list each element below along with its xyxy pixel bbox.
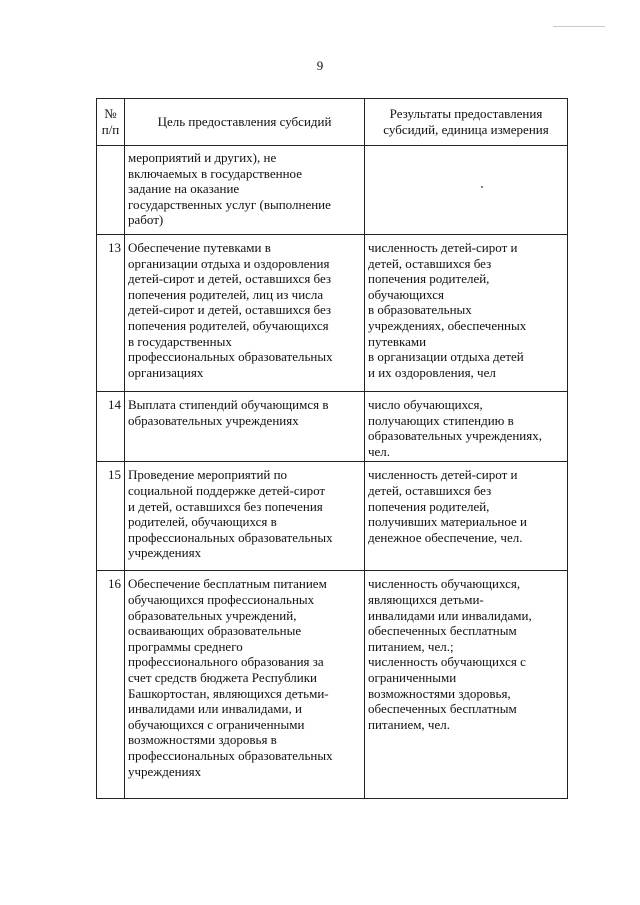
goal-text-line: учреждениях <box>128 545 202 561</box>
goal-text-line: осваивающих образовательные <box>128 623 302 639</box>
goal-text-line: государственных услуг (выполнение <box>128 196 331 212</box>
row-number <box>97 146 125 235</box>
result-text-line: образовательных учреждениях, <box>368 428 542 444</box>
row-number: 13 <box>97 235 125 392</box>
goal-text-line: инвалидами или инвалидами, и <box>128 701 302 717</box>
goal-text-line: организациях <box>128 364 204 380</box>
result-text-line: в организации отдыха детей <box>368 349 524 365</box>
result-text-line: обучающихся <box>368 286 444 302</box>
scan-mark <box>553 26 605 27</box>
table-row <box>97 462 568 571</box>
goal-text-line: Проведение мероприятий по <box>128 467 288 483</box>
header-result-line: Результаты предоставления <box>389 106 543 122</box>
result-text-line: детей, оставшихся без <box>368 482 492 498</box>
goal-text-line: в государственных <box>128 333 232 349</box>
goal-cell <box>125 235 365 392</box>
result-text-line: возможностями здоровья, <box>368 685 511 701</box>
goal-text-line: Выплата стипендий обучающимся в <box>128 397 329 412</box>
result-text-line: инвалидами или инвалидами, <box>368 607 532 623</box>
goal-text-line: попечения родителей, лиц из числа <box>128 286 324 302</box>
goal-text-line: профессиональных образовательных <box>128 747 333 763</box>
result-text-line: являющихся детьми- <box>368 591 484 607</box>
table-row <box>97 392 568 462</box>
header-num-line: № <box>104 106 117 122</box>
header-num <box>97 99 125 146</box>
result-cell <box>365 462 568 571</box>
result-text-line: численность обучающихся, <box>368 576 521 592</box>
result-text-line: попечения родителей, <box>368 271 490 287</box>
table-row <box>97 571 568 799</box>
result-text-line: обеспеченных бесплатным <box>368 623 517 639</box>
goal-text-line: Обеспечение путевками в <box>128 240 271 255</box>
table-row <box>97 235 568 392</box>
goal-text-line: детей-сирот и детей, оставшихся без <box>128 271 332 287</box>
row-number: 14 <box>97 392 125 462</box>
result-cell <box>365 235 568 392</box>
result-text-line: обеспеченных бесплатным <box>368 701 517 717</box>
result-text-line: чел. <box>368 443 391 459</box>
table-row <box>97 146 568 235</box>
goal-cell <box>125 392 365 462</box>
result-text-line: число обучающихся, <box>368 397 483 412</box>
result-text-line: детей, оставшихся без <box>368 255 492 271</box>
goal-text-line: организации отдыха и оздоровления <box>128 255 330 271</box>
header-result <box>365 99 568 146</box>
page-number: 9 <box>316 58 324 73</box>
goal-text-line: попечения родителей, обучающихся <box>128 317 329 333</box>
goal-cell <box>125 571 365 799</box>
result-text-line: учреждениях, обеспеченных <box>368 317 527 333</box>
result-text-line: в образовательных <box>368 302 472 318</box>
goal-text-line: обучающихся профессиональных <box>128 591 315 607</box>
header-result-line: субсидий, единица измерения <box>383 122 549 137</box>
result-text-line: попечения родителей, <box>368 498 490 514</box>
goal-cell <box>125 146 365 235</box>
result-text-line: ограниченными <box>368 669 457 685</box>
goal-text-line: образовательных учреждениях <box>128 412 299 428</box>
subsidy-table <box>96 98 568 799</box>
table-header-row <box>97 99 568 146</box>
goal-text-line: детей-сирот и детей, оставшихся без <box>128 302 332 318</box>
header-goal <box>125 99 365 146</box>
goal-text-line: обучающихся с ограниченными <box>128 716 305 732</box>
goal-cell <box>125 462 365 571</box>
result-text-line: получивших материальное и <box>368 514 527 530</box>
header-num-line: п/п <box>101 122 120 137</box>
goal-text-line: профессионального образования за <box>128 654 324 670</box>
goal-text-line: мероприятий и других), не <box>128 150 277 165</box>
row-number: 15 <box>97 462 125 571</box>
goal-text-line: возможностями здоровья в <box>128 732 277 748</box>
goal-text-line: включаемых в государственное <box>128 165 302 181</box>
result-text-line: численность обучающихся с <box>368 654 526 670</box>
result-text-line: питанием, чел. <box>368 716 450 732</box>
result-cell <box>365 571 568 799</box>
result-text-line: питанием, чел.; <box>368 638 454 654</box>
result-text-line: денежное обеспечение, чел. <box>368 529 523 545</box>
goal-text-line: счет средств бюджета Республики <box>128 669 318 685</box>
goal-text-line: социальной поддержке детей-сирот <box>128 482 326 498</box>
goal-text-line: программы среднего <box>128 638 243 654</box>
goal-text-line: образовательных учреждений, <box>128 607 297 623</box>
goal-text-line: родителей, обучающихся в <box>128 514 277 530</box>
goal-text-line: профессиональных образовательных <box>128 349 333 365</box>
header-goal-text: Цель предоставления субсидий <box>157 114 332 130</box>
goal-text-line: задание на оказание <box>128 181 240 197</box>
goal-text-line: работ) <box>128 212 164 228</box>
result-cell <box>365 392 568 462</box>
result-text-line: численность детей-сирот и <box>368 467 518 483</box>
goal-text-line: учреждениях <box>128 763 202 779</box>
goal-text-line: и детей, оставшихся без попечения <box>128 498 323 514</box>
result-text-line: путевками <box>368 333 427 349</box>
result-cell <box>365 146 568 235</box>
result-text-line: численность детей-сирот и <box>368 240 518 255</box>
result-text-line: получающих стипендию в <box>368 412 514 428</box>
result-text-line: и их оздоровления, чел <box>368 364 496 380</box>
goal-text-line: Башкортостан, являющихся детьми- <box>128 685 329 701</box>
row-number: 16 <box>97 571 125 799</box>
goal-text-line: Обеспечение бесплатным питанием <box>128 576 327 592</box>
goal-text-line: профессиональных образовательных <box>128 529 333 545</box>
